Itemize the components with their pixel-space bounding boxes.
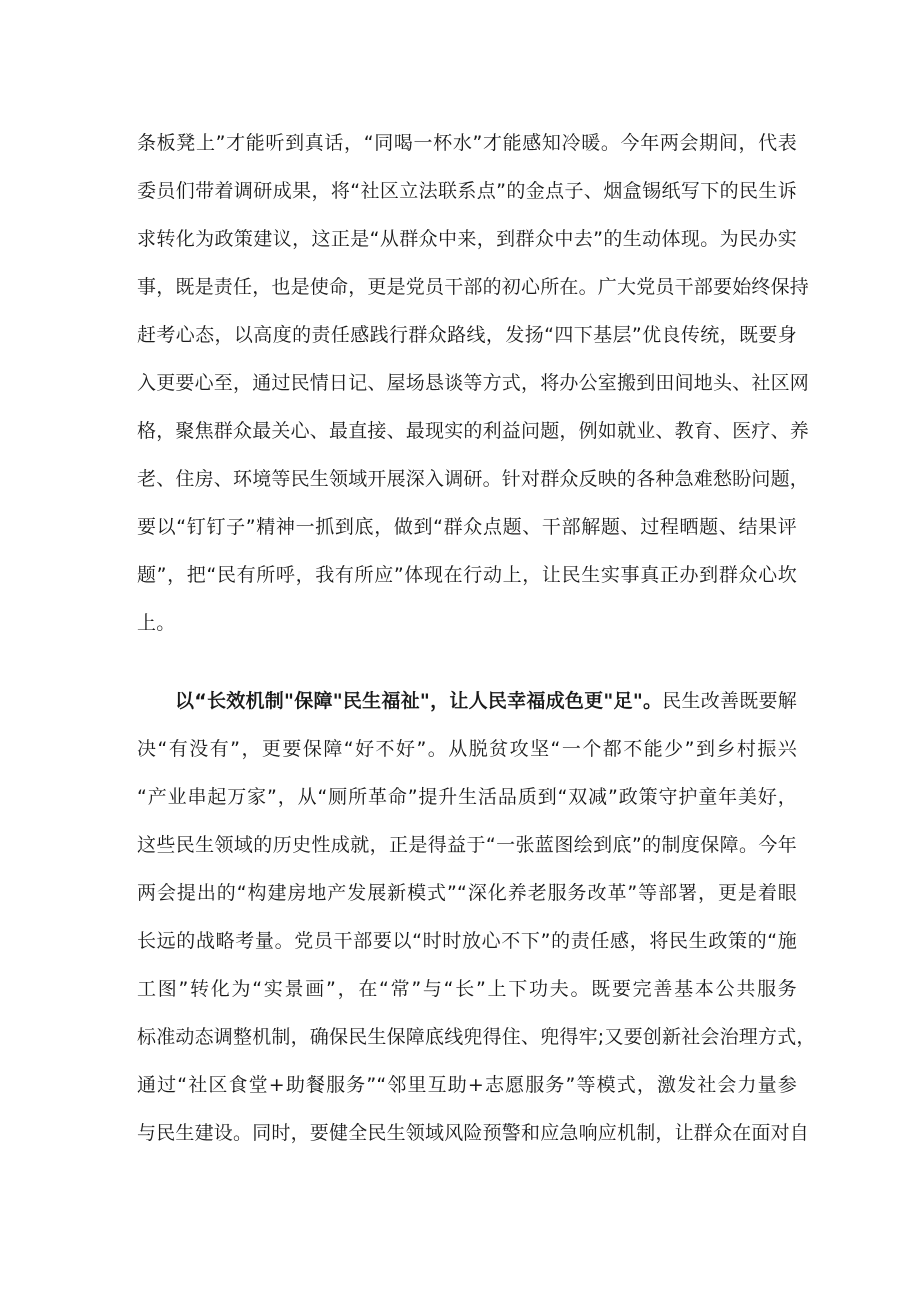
paragraph-1 [137,119,810,647]
text-line: 题”，把“民有所呼，我有所应”体现在行动上，让民生实事真正办到群众心坎 [137,564,797,586]
text-line: 求转化为政策建议，这正是“从群众中来，到群众中去”的生动体现。为民办实 [137,228,797,250]
text-line: 老、住房、环境等民生领域开展深入调研。针对群众反映的各种急难愁盼问题， [137,468,810,490]
text-line: 长远的战略考量。党员干部要以“时时放心不下”的责任感，将民生政策的“施 [137,930,797,952]
text-line: 要以“钉钉子”精神一抓到底，做到“群众点题、干部解题、过程晒题、结果评 [137,516,797,538]
text-line: 委员们带着调研成果，将“社区立法联系点”的金点子、烟盒锡纸写下的民生诉 [137,180,797,202]
text-line: 入更要心至，通过民情日记、屋场恳谈等方式，将办公室搬到田间地头、社区网 [137,372,810,394]
text-line: 通过“社区食堂+助餐服务”“邻里互助+志愿服务”等模式，激发社会力量参 [137,1074,797,1096]
paragraph-heading-line [137,677,797,725]
text-line: 格，聚焦群众最关心、最直接、最现实的利益问题，例如就业、教育、医疗、养 [137,420,810,442]
text-line: 这些民生领域的历史性成就，正是得益于“一张蓝图绘到底”的制度保障。今年 [137,834,797,856]
text-line: 决“有没有”，更要保障“好不好”。从脱贫攻坚“一个都不能少”到乡村振兴 [137,738,797,760]
paragraph-heading: 以“长效机制"保障"民生福祉"，让人民幸福成色更"足"。 [175,690,663,712]
text-line: 赶考心态，以高度的责任感践行群众路线，发扬“四下基层”优良传统，既要身 [137,324,797,346]
text-line: 工图”转化为“实景画”，在“常”与“长”上下功夫。既要完善基本公共服务 [137,978,797,1000]
text-line: 上。 [137,612,176,634]
text-line: “产业串起万家”，从“厕所革命”提升生活品质到“双减”政策守护童年美好， [137,786,797,808]
heading-line-rest: 民生改善既要解 [662,690,797,712]
text-line: 标准动态调整机制，确保民生保障底线兜得住、兜得牢;又要创新社会治理方式， [137,1026,816,1048]
paragraph-2 [137,677,816,1157]
text-line: 条板凳上”才能听到真话，“同喝一杯水”才能感知冷暖。今年两会期间，代表 [137,132,797,154]
text-line: 与民生建设。同时，要健全民生领域风险预警和应急响应机制，让群众在面对自 [137,1122,810,1144]
text-line: 事，既是责任，也是使命，更是党员干部的初心所在。广大党员干部要始终保持 [137,276,810,298]
text-line: 两会提出的“构建房地产发展新模式”“深化养老服务改革”等部署，更是着眼 [137,882,797,904]
